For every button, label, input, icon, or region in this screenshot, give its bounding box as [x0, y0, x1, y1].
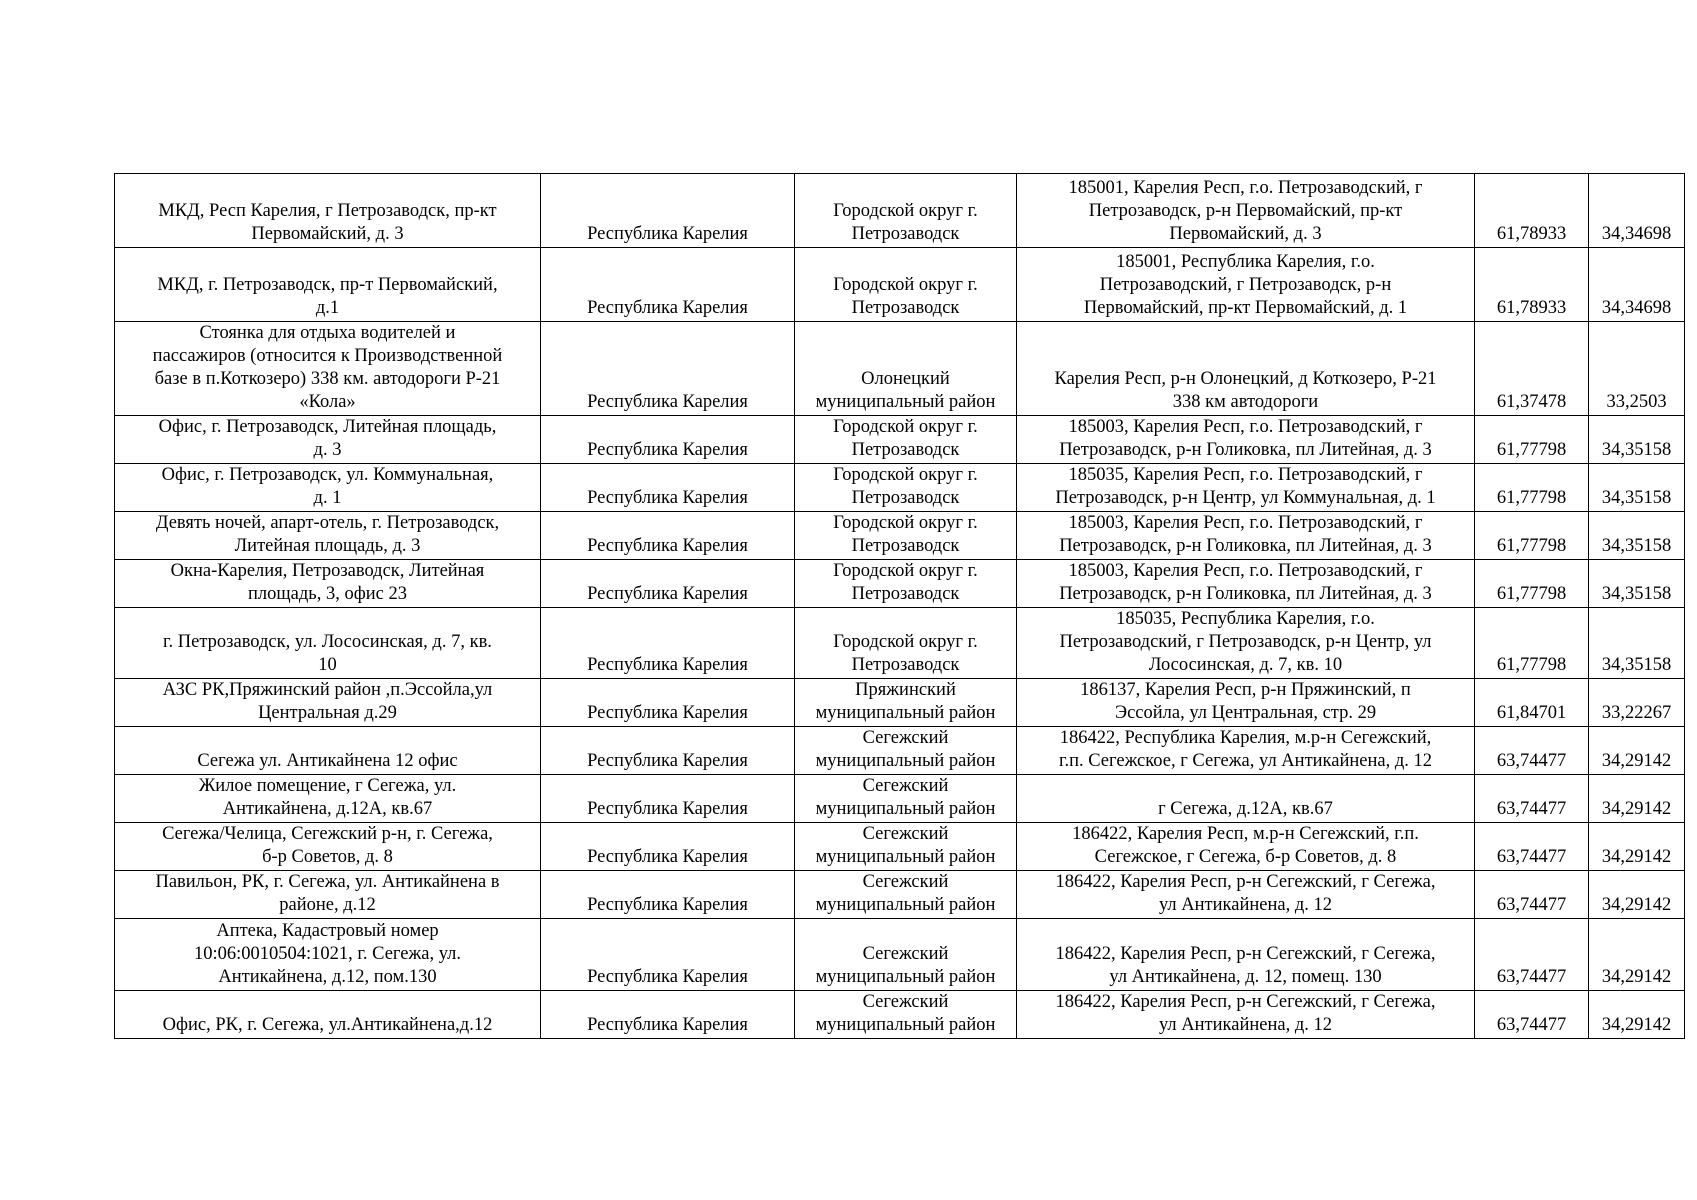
municipality-cell: Олонецкий муниципальный район [795, 322, 1017, 416]
region-cell: Республика Карелия [541, 464, 795, 512]
address-cell: г Сегежа, д.12А, кв.67 [1017, 775, 1475, 823]
table-row [115, 775, 1685, 823]
longitude-cell: 34,29142 [1589, 919, 1685, 991]
address-cell: 186422, Республика Карелия, м.р-н Сегежский, г.п. Сегежское, г Сегежа, ул Антикайнена, д. 12 [1017, 727, 1475, 775]
region-cell: Республика Карелия [541, 991, 795, 1039]
municipality-cell: Городской округ г. Петрозаводск [795, 608, 1017, 679]
region-cell: Республика Карелия [541, 679, 795, 727]
latitude-cell: 63,74477 [1475, 727, 1589, 775]
object-name-cell: Сегежа ул. Антикайнена 12 офис [115, 727, 541, 775]
region-cell: Республика Карелия [541, 727, 795, 775]
object-name-cell: Офис, РК, г. Сегежа, ул.Антикайнена,д.12 [115, 991, 541, 1039]
latitude-cell: 61,77798 [1475, 560, 1589, 608]
latitude-cell: 63,74477 [1475, 871, 1589, 919]
object-name-cell: Стоянка для отдыха водителей и пассажиров (относится к Производственной базе в п.Коткозеро) 338 км. автодороги Р-21 «Кола» [115, 322, 541, 416]
longitude-cell: 34,29142 [1589, 823, 1685, 871]
municipality-cell: Сегежский муниципальный район [795, 823, 1017, 871]
locations-table [114, 173, 1685, 1039]
address-cell: 185003, Карелия Респ, г.о. Петрозаводский, г Петрозаводск, р-н Голиковка, пл Литейная, д. 3 [1017, 560, 1475, 608]
table-row [115, 727, 1685, 775]
latitude-cell: 61,77798 [1475, 464, 1589, 512]
object-name-cell: АЗС РК,Пряжинский район ,п.Эссойла,ул Центральная д.29 [115, 679, 541, 727]
object-name-cell: г. Петрозаводск, ул. Лососинская, д. 7, кв. 10 [115, 608, 541, 679]
table-row [115, 248, 1685, 322]
table-row [115, 464, 1685, 512]
longitude-cell: 34,35158 [1589, 512, 1685, 560]
region-cell: Республика Карелия [541, 823, 795, 871]
region-cell: Республика Карелия [541, 608, 795, 679]
municipality-cell: Городской округ г. Петрозаводск [795, 560, 1017, 608]
table-row [115, 174, 1685, 248]
object-name-cell: Сегежа/Челица, Сегежский р-н, г. Сегежа, б-р Советов, д. 8 [115, 823, 541, 871]
table-row [115, 991, 1685, 1039]
longitude-cell: 34,29142 [1589, 991, 1685, 1039]
municipality-cell: Пряжинский муниципальный район [795, 679, 1017, 727]
table-row [115, 823, 1685, 871]
longitude-cell: 34,29142 [1589, 871, 1685, 919]
latitude-cell: 63,74477 [1475, 775, 1589, 823]
latitude-cell: 63,74477 [1475, 919, 1589, 991]
object-name-cell: Окна-Карелия, Петрозаводск, Литейная площадь, 3, офис 23 [115, 560, 541, 608]
region-cell: Республика Карелия [541, 775, 795, 823]
region-cell: Республика Карелия [541, 248, 795, 322]
municipality-cell: Городской округ г. Петрозаводск [795, 464, 1017, 512]
longitude-cell: 34,35158 [1589, 416, 1685, 464]
object-name-cell: МКД, г. Петрозаводск, пр-т Первомайский, д.1 [115, 248, 541, 322]
region-cell: Республика Карелия [541, 322, 795, 416]
municipality-cell: Городской округ г. Петрозаводск [795, 416, 1017, 464]
table-row [115, 560, 1685, 608]
region-cell: Республика Карелия [541, 512, 795, 560]
latitude-cell: 63,74477 [1475, 991, 1589, 1039]
longitude-cell: 33,2503 [1589, 322, 1685, 416]
longitude-cell: 34,29142 [1589, 727, 1685, 775]
region-cell: Республика Карелия [541, 871, 795, 919]
address-cell: 186137, Карелия Респ, р-н Пряжинский, п Эссойла, ул Центральная, стр. 29 [1017, 679, 1475, 727]
longitude-cell: 34,34698 [1589, 174, 1685, 248]
object-name-cell: Офис, г. Петрозаводск, Литейная площадь, д. 3 [115, 416, 541, 464]
table-row [115, 608, 1685, 679]
table-row [115, 322, 1685, 416]
address-cell: 186422, Карелия Респ, м.р-н Сегежский, г.п. Сегежское, г Сегежа, б-р Советов, д. 8 [1017, 823, 1475, 871]
longitude-cell: 34,35158 [1589, 464, 1685, 512]
municipality-cell: Городской округ г. Петрозаводск [795, 248, 1017, 322]
address-cell: 186422, Карелия Респ, р-н Сегежский, г Сегежа, ул Антикайнена, д. 12 [1017, 871, 1475, 919]
object-name-cell: Павильон, РК, г. Сегежа, ул. Антикайнена в районе, д.12 [115, 871, 541, 919]
latitude-cell: 61,77798 [1475, 608, 1589, 679]
address-cell: 186422, Карелия Респ, р-н Сегежский, г Сегежа, ул Антикайнена, д. 12 [1017, 991, 1475, 1039]
municipality-cell: Сегежский муниципальный район [795, 919, 1017, 991]
address-cell: 185035, Карелия Респ, г.о. Петрозаводский, г Петрозаводск, р-н Центр, ул Коммунальная, д. 1 [1017, 464, 1475, 512]
object-name-cell: Офис, г. Петрозаводск, ул. Коммунальная, д. 1 [115, 464, 541, 512]
address-cell: 185001, Карелия Респ, г.о. Петрозаводский, г Петрозаводск, р-н Первомайский, пр-кт Первомайский, д. 3 [1017, 174, 1475, 248]
municipality-cell: Сегежский муниципальный район [795, 727, 1017, 775]
latitude-cell: 61,77798 [1475, 416, 1589, 464]
longitude-cell: 34,34698 [1589, 248, 1685, 322]
longitude-cell: 34,35158 [1589, 560, 1685, 608]
municipality-cell: Сегежский муниципальный район [795, 871, 1017, 919]
object-name-cell: Жилое помещение, г Сегежа, ул. Антикайнена, д.12А, кв.67 [115, 775, 541, 823]
region-cell: Республика Карелия [541, 416, 795, 464]
address-cell: 185035, Республика Карелия, г.о. Петрозаводский, г Петрозаводск, р-н Центр, ул Лососинская, д. 7, кв. 10 [1017, 608, 1475, 679]
address-cell: 186422, Карелия Респ, р-н Сегежский, г Сегежа, ул Антикайнена, д. 12, помещ. 130 [1017, 919, 1475, 991]
table-row [115, 416, 1685, 464]
longitude-cell: 34,29142 [1589, 775, 1685, 823]
address-cell: 185001, Республика Карелия, г.о. Петрозаводский, г Петрозаводск, р-н Первомайский, пр-кт Первомайский, д. 1 [1017, 248, 1475, 322]
object-name-cell: МКД, Респ Карелия, г Петрозаводск, пр-кт Первомайский, д. 3 [115, 174, 541, 248]
longitude-cell: 33,22267 [1589, 679, 1685, 727]
municipality-cell: Сегежский муниципальный район [795, 775, 1017, 823]
latitude-cell: 61,77798 [1475, 512, 1589, 560]
table-row [115, 679, 1685, 727]
object-name-cell: Аптека, Кадастровый номер 10:06:0010504:1021, г. Сегежа, ул. Антикайнена, д.12, пом.130 [115, 919, 541, 991]
latitude-cell: 61,78933 [1475, 174, 1589, 248]
address-cell: 185003, Карелия Респ, г.о. Петрозаводский, г Петрозаводск, р-н Голиковка, пл Литейная, д. 3 [1017, 512, 1475, 560]
municipality-cell: Городской округ г. Петрозаводск [795, 174, 1017, 248]
region-cell: Республика Карелия [541, 174, 795, 248]
locations-table-body [115, 174, 1685, 1039]
longitude-cell: 34,35158 [1589, 608, 1685, 679]
table-row [115, 512, 1685, 560]
table-row [115, 871, 1685, 919]
address-cell: 185003, Карелия Респ, г.о. Петрозаводский, г Петрозаводск, р-н Голиковка, пл Литейная, д. 3 [1017, 416, 1475, 464]
address-cell: Карелия Респ, р-н Олонецкий, д Коткозеро, Р-21 338 км автодороги [1017, 322, 1475, 416]
municipality-cell: Сегежский муниципальный район [795, 991, 1017, 1039]
table-row [115, 919, 1685, 991]
region-cell: Республика Карелия [541, 560, 795, 608]
object-name-cell: Девять ночей, апарт-отель, г. Петрозаводск, Литейная площадь, д. 3 [115, 512, 541, 560]
region-cell: Республика Карелия [541, 919, 795, 991]
latitude-cell: 61,37478 [1475, 322, 1589, 416]
municipality-cell: Городской округ г. Петрозаводск [795, 512, 1017, 560]
latitude-cell: 63,74477 [1475, 823, 1589, 871]
latitude-cell: 61,84701 [1475, 679, 1589, 727]
latitude-cell: 61,78933 [1475, 248, 1589, 322]
